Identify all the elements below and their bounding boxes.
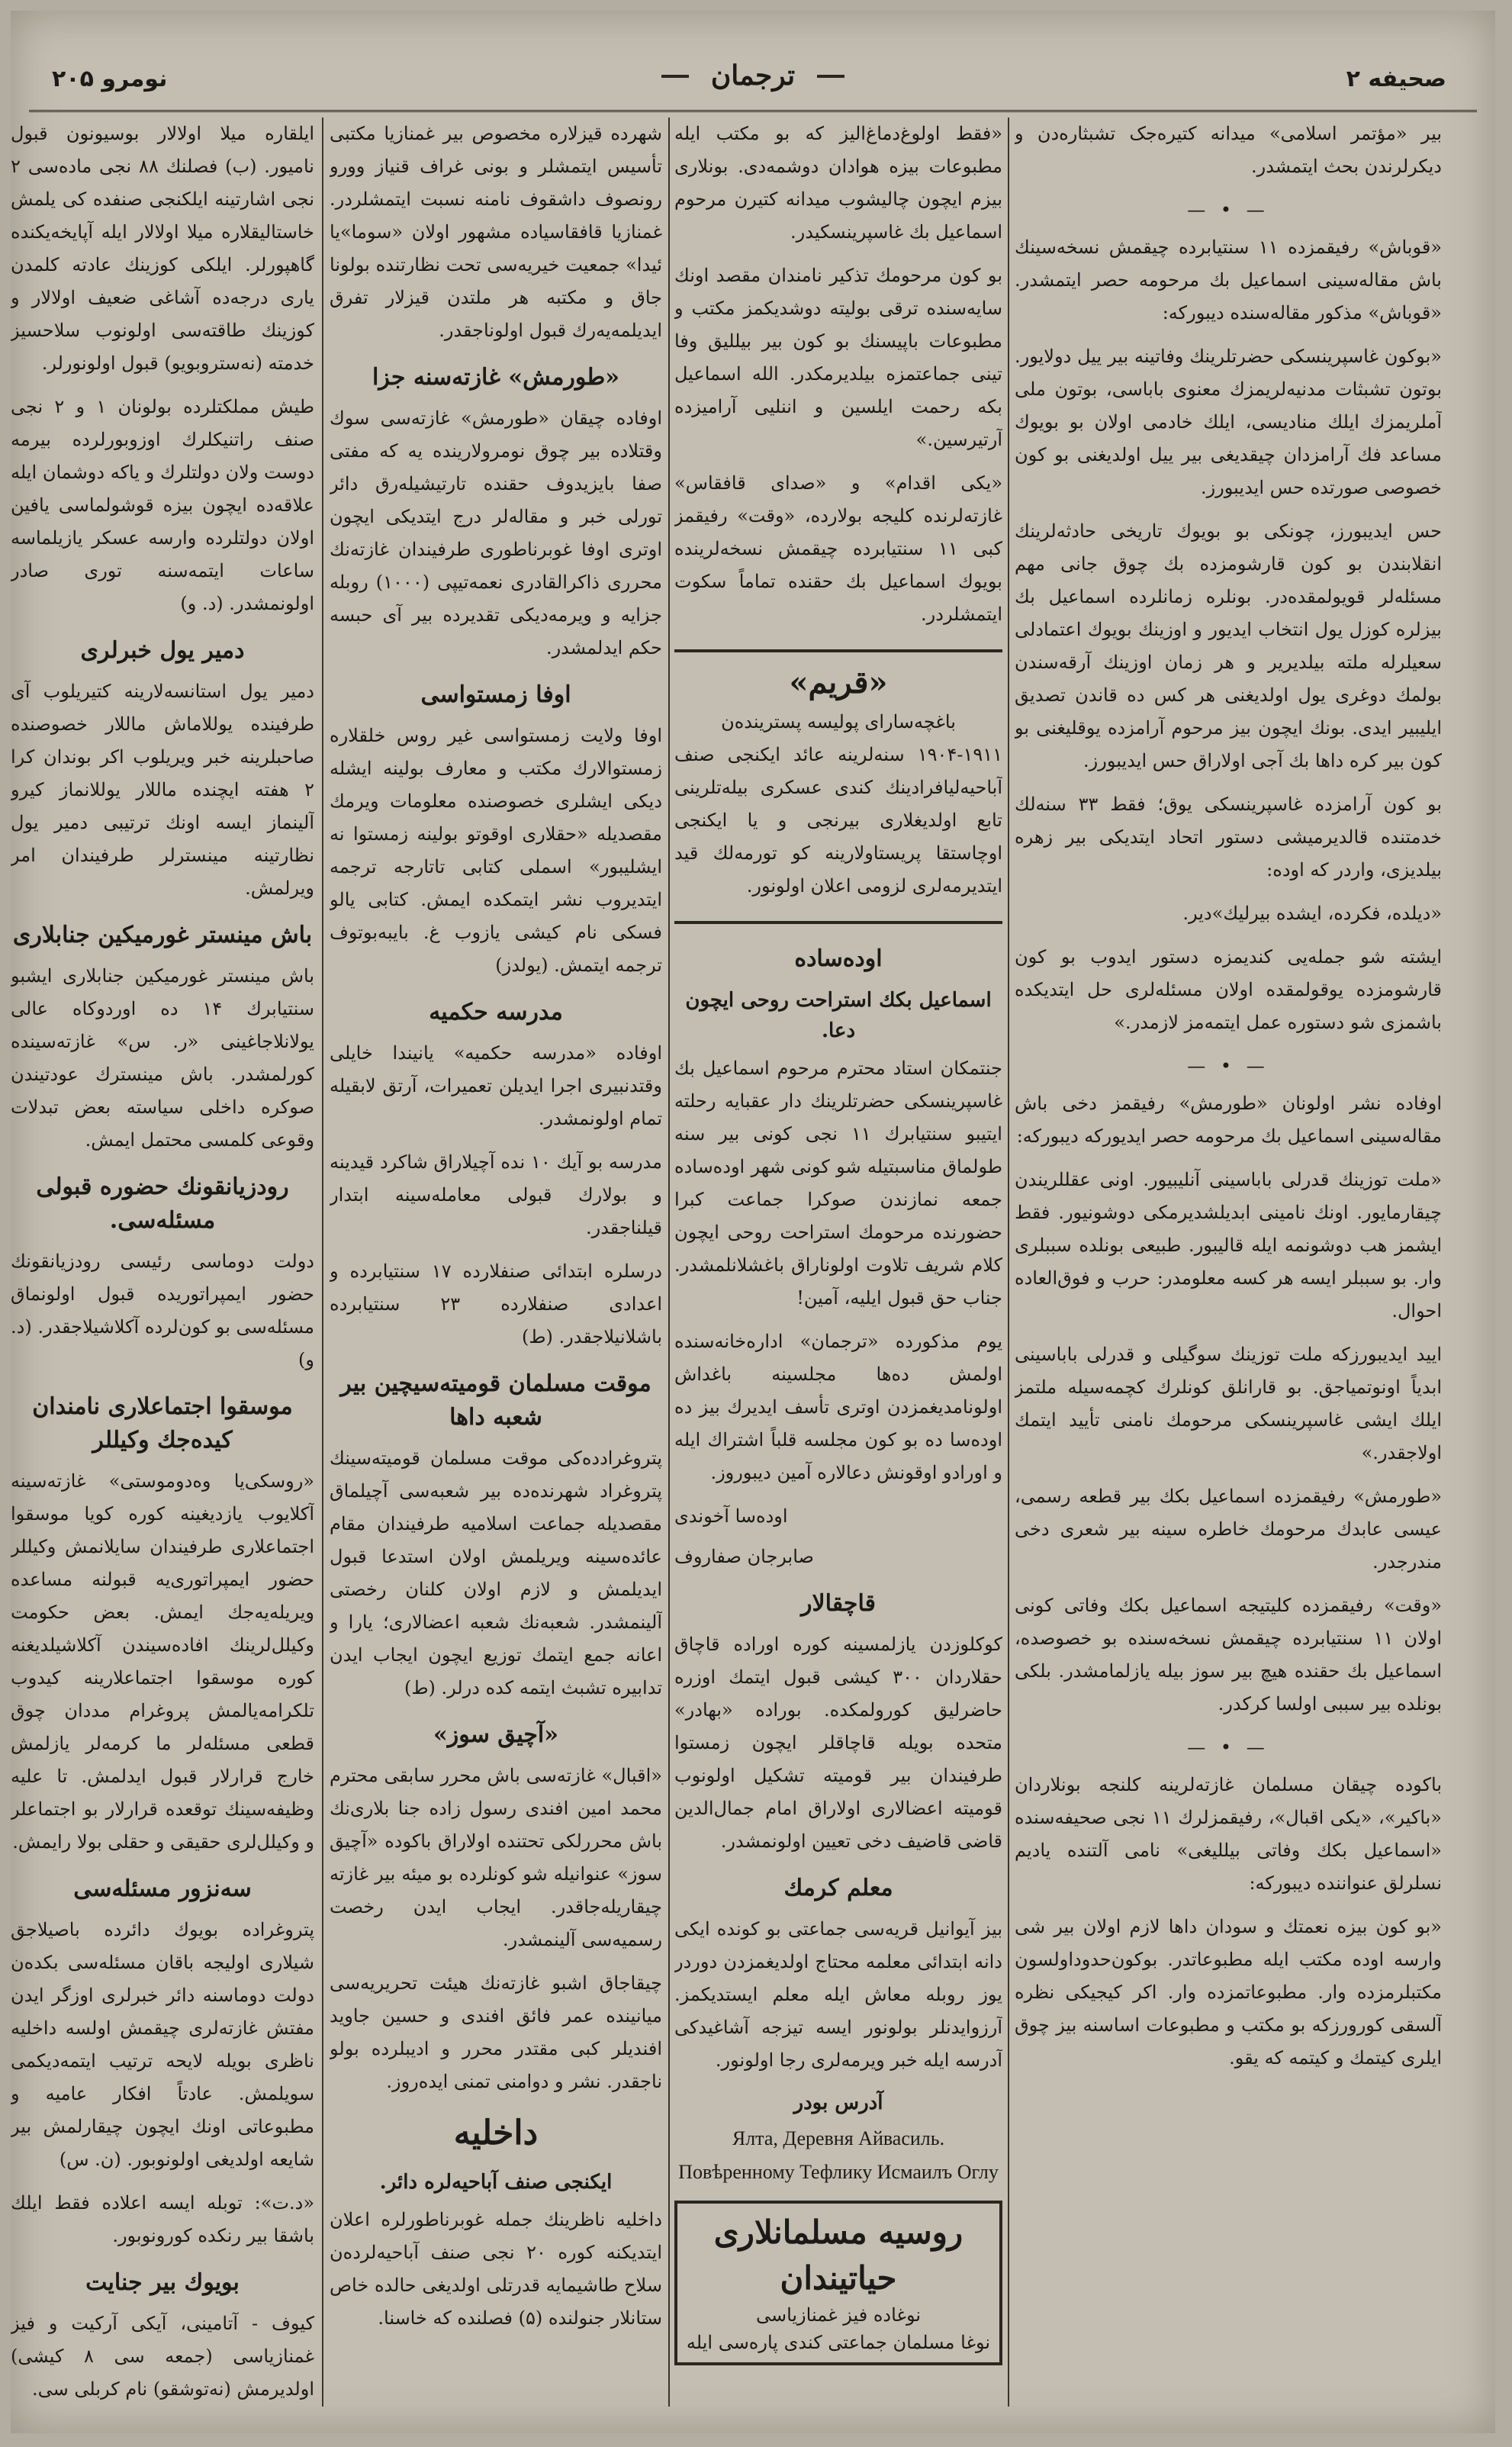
page-number: صحیفه ۲ [1346,66,1446,92]
paragraph: باش مینستر غورمیکین جنابلاری ایشبو سنتیابرك ۱۴ ده اوردوکاه عالی یولانلاجاغینی «ر. س» غازته‌سینده کورلمشدر. باش مینسترك عودتیندن صوکره داخلی سیاسته بعض تبدلات وقوعی کلمسی محتمل ایمش. [11,965,314,1151]
column-1 [1015,118,1442,2407]
paragraph: داخلیه ناظرینك جمله غوبرناطورلره اعلان ایتدیکنه کوره ۲۰ نجی صنف آباحیه‌لرده‌ن سلاح طاشیمایه قدرتلی اولدیغی حالده خاص ستانلار جنولنده (۵) فصلنده که خاسنا. [330,2209,662,2329]
divider: — • — [1187,199,1269,221]
banner-title: روسیه مسلمانلاری حیاتیندان [713,2214,963,2297]
paragraph: ایید ایدیبورزکه ملت توزینك سوگیلی و قدرلی باباسینی ابدیاً اونوتمیاجق. بو قارانلق کونلرك کچمه‌سیله ملتمز ایلك ایشی غاسپرینسکی مرحومك نامنی تأیید ایتمك اولاجقدر.» [1015,1344,1442,1463]
column-rule [668,118,670,2407]
section-subheading: اسماعیل بکك استراحت روحی ایچون دعا. [685,989,992,1042]
paragraph: «ملت توزینك قدرلی باباسینی آنلیبیور. اونی عقللریندن چیقارمایور. اونك نامینی ابدیلشدیرمکی دوشونیور. فقط ایشمز هب دوشونمه ایله قالیبور. طبیعی بونلده سببلری وار. بو سببلر ایسه هر کسه معلومدر: حرب و فوق‌العاده احوال. [1015,1169,1442,1322]
newspaper-title: ترجمان [677,49,829,102]
address-line: Ялта, Деревня Айвасиль. [732,2127,945,2149]
paragraph: بیز آیوانیل قریه‌سی جماعتی بو کونده ایکی دانه ابتدائی معلمه محتاج اولدیغمزدن دوردر یوز روبله معاش ایله معلم ایستدیکمز. آرزوایدنلر بولونور ایسه تیزجه آشاغیدکی آدرسه ایله خبر ویرمه‌لری رجا اولونور. [674,1918,1002,2071]
paragraph: کیوف - آتامینی، آیکی آرکیت و فیز غمنازیاسی (جمعه سی ۸ کیشی) اولدیرمش (نه‌توشقو) نام کربلی سی. [11,2313,314,2400]
page-header [29,41,1477,112]
section-heading: «طورمش» غازته‌سنه جزا [372,364,620,391]
paragraph: اوفاده نشر اولونان «طورمش» رفیقمز دخی باش مقاله‌سینی اسماعیل بك مرحومه حصر ایدیورکه دیبورکه: [1015,1093,1442,1147]
paragraph: مدرسه بو آیك ۱۰ نده آچیلاراق شاکرد قیدینه و بولارك قبولی معامله‌سینه ابتدار قیلناجقدر. [330,1151,662,1238]
section-heading: موسقوا اجتماعلاری نامندان کیده‌جك وکیللر [32,1393,293,1454]
banner-subtitle: نوغا مسلمان جماعتی کندی پاره‌سی ایله [686,2332,991,2353]
section-heading: «آچیق سوز» [433,1721,559,1748]
quote: «دیلده، فکرده، ایشده بیرلیك»دیر. [1182,903,1442,924]
paragraph: شهرده قیزلاره مخصوص بیر غمنازیا مکتبی تأسیس ایتمشلر و بونی غراف قنیاز وورو رونصوف داشقوف نامنه نسبت ایتمشلردر. غمنازیا قافقاسیاده مشهور اولان «سوما»یا ئیدا» جمعیت خیریه‌سی تحت نظارتنده بولونا جاق و مکتبه هر ملتدن قیزلار تفرق ایدیلمه‌یه‌رك قبول اولوناجقدر. [330,123,662,341]
paragraph: اوفا ولایت زمستواسی غیر روس خلقلاره زمستوالارك مکتب و معارف بولینه ایشله دیکی ایشلری خصوصنده معلومات ویرمك مقصدیله «حقلاری اوقوتو بولینه زمستوا نه ایشلیبور» اسملی کتابی تاتارجه ترجمه ایتدیروب نشر ایتمکده ایمش. کتابی یالو فسکی نام کیشی یازوب غ. بایبه‌بوتوف ترجمه ایتمش. (یولدز) [330,725,662,976]
section-heading: سه‌نزور مسئله‌سی [73,1875,252,1902]
paragraph: «قوباش» رفیقمزده ۱۱ سنتیابرده چیقمش نسخه‌سینك باش مقاله‌سینی اسماعیل بك مرحومه حصر ایتمشدر. «قوباش» مذکور مقاله‌سنده دیبورکه: [1015,237,1442,324]
address-label: آدرس بودر [793,2091,883,2114]
section-heading: قاچقالار [801,1590,876,1617]
section-heading: بویوك بیر جنایت [85,2269,240,2296]
paragraph: پتروغرادده‌کی موقت مسلمان قومیته‌سینك پتروغراد شهرنده‌ده بیر شعبه‌سی آچیلماق مقصدیله جماعت اسلامیه طرفیندان مقام عائده‌سینه ویریلمش اولان استدعا قبول ایدیلمش و لازم اولان کلنان رخصتی آلینمشدر. شعبه‌نك شعبه اعضالاری؛ یارا و اعانه جمع ایتمك توزیع ایچون ایجاب ایدن تدابیره تشبث ایتمه کده درلر. (ط) [330,1447,662,1698]
paragraph: ایشته شو جمله‌یی کندیمزه دستور ایدوب بو کون قارشومزده یوقولمقده اولان مسئله‌لری حل ایتدیکده باشمزی شو دستوره عمل ایتمه‌مز لازمدر.» [1015,946,1442,1033]
column-3 [330,118,662,2407]
column-area [11,118,1495,2433]
paragraph: «طورمش» رفیقمزده اسماعیل بکك بیر قطعه رسمی، عیسی عابدك مرحومك خاطره سینه بیر شعری دخی مندرجدر. [1015,1486,1442,1573]
paragraph: «فقط اولوغ‌دماغ‌الیز که بو مکتب ایله مطبوعات بیزه هوادان دوشمه‌دی. بونلاری بیزم ایچون چالیشوب میدانه کتیرن مرحوم اسماعیل بك غاسپرینسکیدر. [674,123,1002,243]
paragraph: ایلقاره میلا اولالار بوسیونون قبول نامیور. (ب) فصلنك ۸۸ نجی ماده‌سی ۲ نجی اشارتینه ایلکنجی صنفده کی یلمش خاستالیقلاره میلا اولالار ایله آپایخه‌یکنده گاهپورلر. ایلکی کوزینك عادته کلمدن یاری درجه‌ده آشاغی ضعیف اولالار و کوزینك طاقته‌سی اولونوب سلاحسیز خدمته (نه‌ستروبویو) قبول اولونورلر. [11,123,314,374]
notice-text: ۱۹۰۴-۱۹۱۱ سنه‌لرینه عائد ایکنجی صنف آباحیه‌لیافرادینك کندی عسکری بیله‌تلرینی تابع اولدیغلاری بیرنجی و یا ایکنجی اوچاستقا پریستاولارینه کو تورمه‌لك قید ایتدیرمه‌لری لزومی اعلان اولونور. [674,744,1002,897]
address-line: Повѣренному Тефлику Исмаилъ Оглу [678,2161,999,2183]
section-heading: موقت مسلمان قومیته‌سیچین بیر شعبه داها [340,1370,651,1431]
paragraph: چیقاجاق اشبو غازته‌نك هیئت تحریریه‌سی میانینده عمر فائق افندی و حسین جاوید افندیلر کبی مقتدر محرر و ادیبلرده بولو ناجقدر. نشر و دوامنی تمنی ایده‌روز. [330,1972,662,2092]
banner-subtitle: نوغاده فیز غمنازیاسی [755,2304,922,2326]
paragraph: «بوکون غاسپرینسکی حضرتلرینك وفاتینه بیر ییل دولایور. بوتون تشبثات مدنیه‌لریمزك معنوی باباسی، بوتون ملی آملریمزك ایلك مناد‌یسی، ایلك خادمی اولان بو بویوك مساعد فك آرامزدان چیقدیغی بیر ییل اولدیغنی بو کون خصوصی صورتده حس ایدیبورز. [1015,346,1442,498]
section-heading: دمیر یول خبرلری [80,637,245,664]
section-heading: اوفا زمستواسی [420,681,571,708]
section-heading: مدرسه حکمیه [429,999,563,1025]
paragraph: «یکی اقدام» و «صدای قافقاس» غازته‌لرنده کلیجه بولارده، «وقت» رفیقمز کبی ۱۱ سنتیابرده چیقمش نسخه‌لرینده بویوك اسماعیل بك حقنده تماماً سکوت ایتمشلردر. [674,472,1002,625]
paragraph: اوفاده چیقان «طورمش» غازته‌سی سوك وقتلاده بیر چوق نومرولارینده یه که مفتی صفا بایزیدوف حقنده تارتیشیله‌رق دائر تورلی خبر و مقاله‌لر درج ایتدیکی ایچون اوتری اوفا غوبرناطوری طرفیندان غازته‌نك محرری ذاکرالقادری نعمه‌تیپی (۱۰۰۰) روبله جزایه و ویرمه‌دیکی تقدیرده بیر آی حبسه حکم ایدلمشدر. [330,407,662,658]
section-heading: معلم کرمك [783,1875,893,1901]
section-subheading: ایکنجی صنف آباحیه‌لره دائر. [379,2171,613,2194]
signature-title: اوده‌سا آخوندی [674,1505,788,1527]
paragraph: «وقت» رفیقمزده کلیتیجه اسماعیل بکك وفاتی کونی اولان ۱۱ سنتیابرده چیقمش نسخه‌سنده بو خصوصده، اسماعیل بك حقنده هیچ بیر سوز بیله یازلمامشدر. بلکی بونلده بیر سببی اولسا کرکدر. [1015,1595,1442,1715]
divider: — • — [1187,1737,1269,1758]
paragraph: کوکلوزدن یازلمسینه کوره اوراده قاچاق حقلاردان ۳۰۰ کیشی قبول ایتمك اوزره حاضرلیق کورولمکده. بوراده «بهادر» متحده بویله قاچاقلر ایچون زمستوا طرفیندان بیر قومیته تشکیل اولونوب قومیته اعضالاری اولاراق امام جمال‌الدین قاضی قاضیف دخی تعیین اولونمشدر. [674,1634,1002,1852]
paragraph: درسلره ابتدائی صنفلارده ۱۷ سنتیابرده و اعدادی صنفلارده ۲۳ سنتیابرده باشلانیلاجقدر. (ط) [330,1261,662,1347]
paragraph: پتروغراده بویوك دائرده باصیلاجق شیلاری اولیجه باقان مسئله‌سی بکده‌ن دولت دوماسنه دائر خبرلری اوزگر ایدن مفتش غازته‌لری چیقمش اولسه داخلیه ناظری بویله لایحه ترتیب ایتمه‌دیکمی سویلمش. عادتاً افکار عامیه و مطبوعاتی اونك ایچون چیقارلمش بیر شایعه اولدیغی اولونوبور. (ن. س) [11,1919,314,2170]
column-4 [11,118,314,2407]
section-heading-large: داخلیه [453,2114,539,2152]
paragraph: «روسکی‌یا وه‌دوموستی» غازته‌سینه آکلایوب یازدیغینه کوره کویا موسقوا اجتماعلاری طرفیندان سایلانمش وکیللر حضور ایمپراتوری‌یه قبولنه مساعده ویریله‌یه‌جك ایمش. بعض حکومت وکیلل‌لرینك افاده‌سیندن آکلاشیلدیغنه کوره موسقوا اجتماعلارینه کیدوب تلکرامه‌یالمش پروغرام مددان چوق قطعی مسئله‌لر ما کرمه‌لر یازلمش خارج قرارلار قبول ایدلمش. تا علیه وظیفه‌سینك توقعده قرارلار بو اجتماعلر و وکیلل‌لری حقیقی و حقلی بولا رایمش. [11,1470,314,1853]
issue-number: نومرو ۲۰۵ [52,66,168,92]
signature-name: صابرجان صفاروف [674,1546,814,1567]
paragraph: اوفاده «مدرسه حکمیه» یانیندا خایلی وقتدنبیری اجرا ایدیلن تعمیرات، آرتق لابقیله تمام اولونمشدر. [330,1042,662,1129]
paragraph: بو کون مرحومك تذکیر نامندان مقصد اونك سایه‌سنده ترقی بولیته دوشدیکمز مکتب و مطبوعات باپیسنك بو کون بیر بیللیق وفا تینی جماعتمزه بیلدیرمکدر. الله اسماعیل بکه رحمت ایلسین و اننلیی آرامیزده آرتیرسین.» [674,265,1002,450]
column-2 [674,118,1002,2407]
paragraph: «د.ت»: توبله ایسه اعلاده فقط ایلك باشقا بیر رنکده کورونوبور. [11,2192,314,2246]
newspaper-page [11,11,1495,2433]
notice-title: «قریم» [789,665,888,700]
section-heading: باش مینستر غورمیکین جنابلاری [12,922,313,948]
paragraph: جنتمکان استاد محترم مرحوم اسماعیل بك غاسپرینسکی حضرتلرینك دار عقبایه رحلته ایتیبو سنتیابرك ۱۱ نجی کونی بیر سنه طولماق مناسبتیله شو کونی شهر اوده‌ساده جمعه نمازندن صوکرا جماعت کبرا حضورنده مرحومك استراحت روحی ایچون کلام شریف تلاوت اولوناراق باغشلانلمشدر. جناب حق قبول ایلیه، آمین! [674,1058,1002,1309]
paragraph: حس ایدیبورز، چونکی بو بویوك تاریخی حادثه‌لرینك انقلابندن بو کون قارشومزده بك چوق جانی مهم مسئله‌لر قویولمقده‌در. بونلره زمانلرده اسماعیل بك بیزلره کوزل یول انتخاب ایدیور و اوزینك بویوك اعتمادلی سعیلرله ملته بیلدیریر و هر زمان اوزینك آرقه‌سندن بولمك دوغری یول اولدیغنی هر کس ده قاندن تصدیق ایلیبیر ایدی. بونك ایچون بیز مرحوم آرامزده یوقلیغنی بو کون بیر کره داها بك آجی اولاراق حس ایدیبورز. [1015,520,1442,771]
paragraph: «اقبال» غازته‌سی باش محرر سابقی محترم محمد امین افندی رسول زاده جنا بلاری‌نك باش محررلکی تحتنده اولاراق باکوده «آچیق سوز» عنوانیله شو کونلرده بو میئه بیر غازته چیقاریله‌جاقدر. ایجاب ایدن رخصت رسمیه‌سی آلینمشدر. [330,1765,662,1950]
paragraph: بیر «مؤتمر اسلامی» میدانه کتیره‌جک تشبثاره‌دن و دیکرلرندن بحث ایتمشدر. [1015,123,1442,177]
divider: — • — [1187,1055,1269,1077]
paragraph: باکوده چیقان مسلمان غازته‌لرینه کلنجه بونلاردان «باکیر»، «یکی اقبال»، رفیقمزلرك ۱۱ نجی صحیفه‌سنده «اسماعیل بکك وفاتی بیللیغی» نامی آلتنده یادیم نسلرلق عنواننده دیبورکه: [1015,1774,1442,1894]
column-rule [1008,118,1009,2407]
paragraph: دولت دوماسی رئیسی رودزیانقونك حضور ایمپراتوریده قبول اولونماق مسئله‌سی بو کون‌لرده آکلاشیلاجقدر. (د. و) [11,1251,314,1370]
paragraph: دمیر یول استانسه‌لارینه کتیریلوب آی طرفینده یوللاماش ماللار خصوصنده صاحبلرینه خبر ویریلوب اکر بوندان کرا ۲ هفته ایچنده ماللار یوللانماز کیرو آلینماز ایسه اونك ترتیبی دمیر یول نظارتینه مینسترلر طرفیندان امر ویرلمش. [11,681,314,899]
paragraph: یوم مذکورده «ترجمان» اداره‌خانه‌سنده اولمش ده‌ها مجلسینه باغداش اولونامدیغمزدن اوتری تأسف ایدیرك بیز ده اوده‌سا ده بو کون مجلسه قلباً اشتراك ایله و اورادو اوقونش دعالاره آمین دیبوروز. [674,1331,1002,1483]
section-heading: رودزیانقونك حضوره قبولی مسئله‌سی. [36,1174,289,1234]
paragraph: بو کون آرامزده غاسپرینسکی یوق؛ فقط ۳۳ سنه‌لك خدمتنده قالدیرمیشی دستور اتحاد ایتدیکی بیر زهره بیلدیزی، واردر که اوده: [1015,794,1442,881]
official-notice [674,649,1002,924]
notice-source: باغچه‌سارای پولیسه پسترینده‌ن [721,711,956,732]
section-heading: اوده‌ساده [794,945,883,972]
section-banner [674,2201,1002,2365]
column-rule [322,118,323,2407]
paragraph: طیش مملکتلرده بولونان ۱ و ۲ نجی صنف راتنیکلرك اوزوبورلرده بیرمه دوست ولان دولتلرك و یاکه دوشمان ایله علاقه‌ده ایچون بیزه قوشولماسی یافین اولان دولتلرده وارسه عسکر یازیلماسه ساعات ایتمه‌سنه توری صادر اولونمشدر. (د. و) [11,396,314,614]
paragraph: «بو کون بیزه نعمتك و سودان داها لازم اولان بیر شی وارسه اوده مکتب ایله مطبوعاتدر. بوکون‌حدوداولسون مکتبلرمزده وار. مطبوعاتمزده وار. اکر کیجیکی نظره آلسقی کورورزکه بو مکتب و مطبوعات اساسنه بیز چوق ایلری کیتمك و کیتمه که یقو. [1015,1916,1442,2069]
